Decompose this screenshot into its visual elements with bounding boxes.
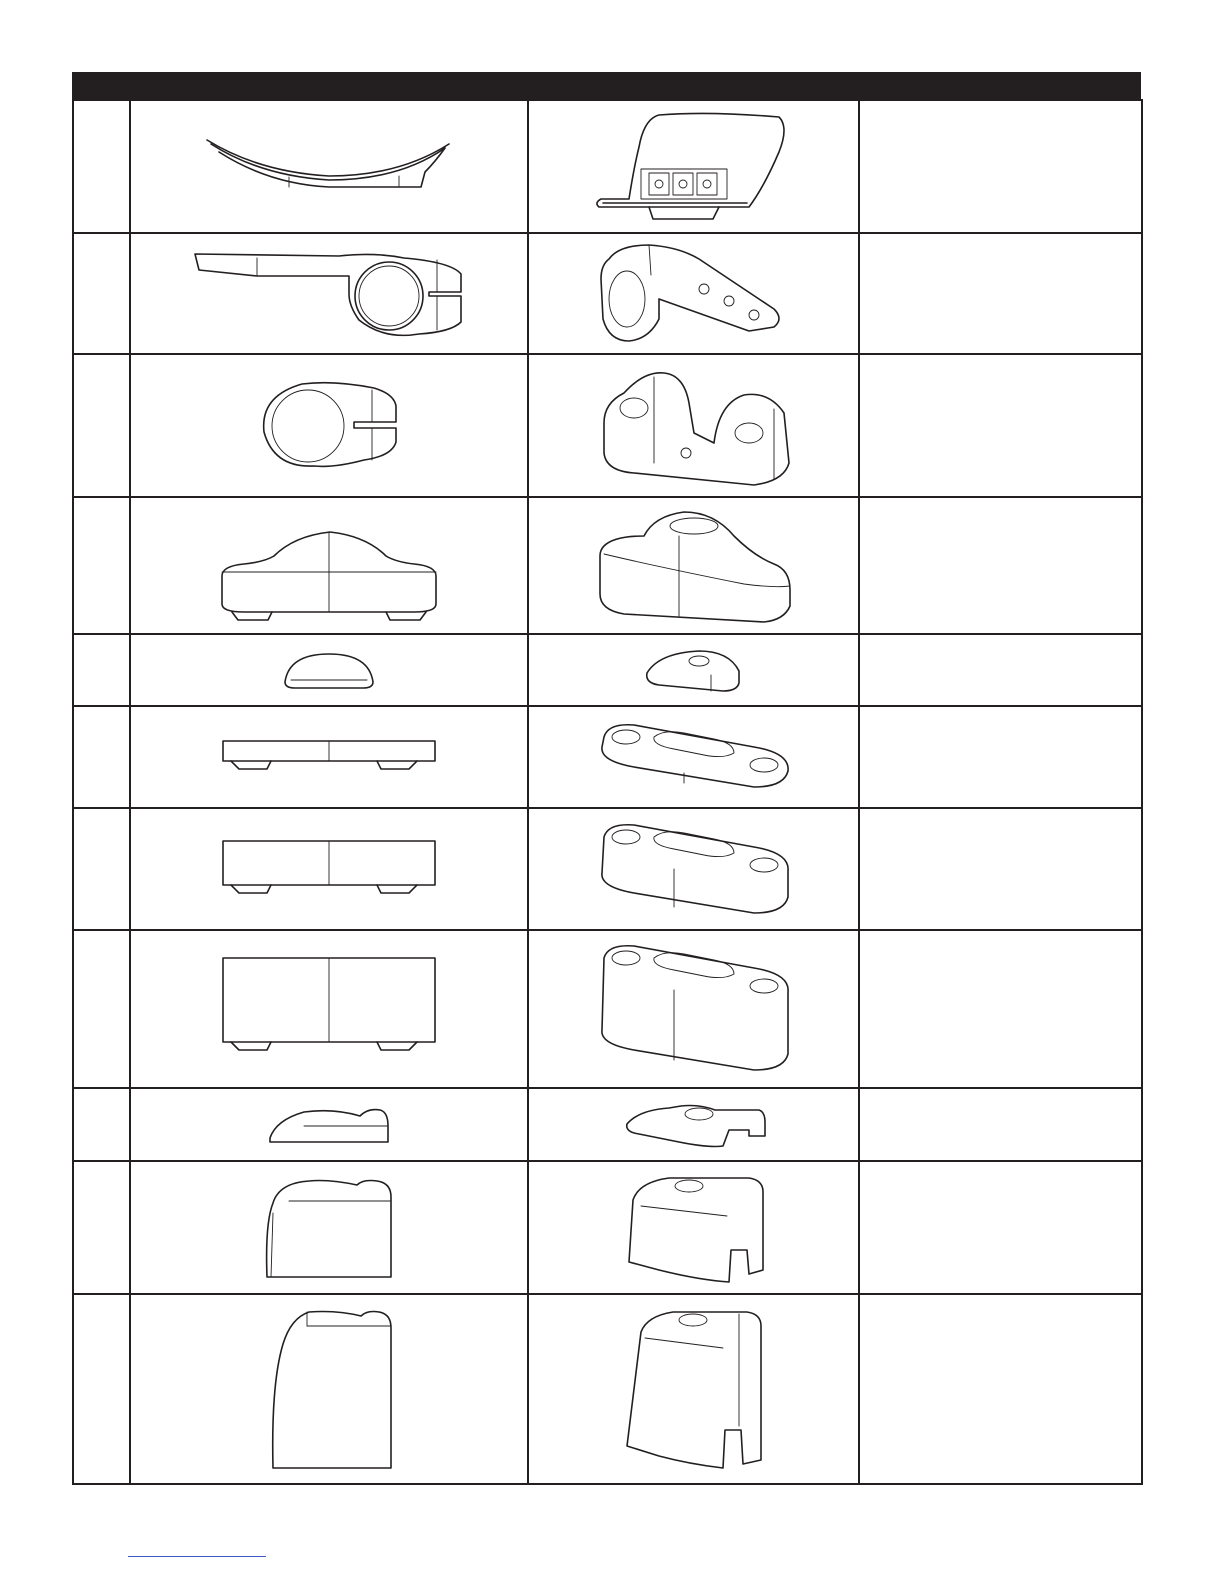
part-description [859, 233, 1142, 354]
small-cap-side-icon [279, 648, 379, 692]
tall-cover-side-icon [259, 1304, 399, 1474]
table-row [73, 808, 1142, 930]
part-description [859, 930, 1142, 1088]
table-row [73, 497, 1142, 634]
part-description [859, 1161, 1142, 1294]
tall-spacer-iso-icon [594, 938, 794, 1080]
tall-spacer-side-icon [219, 954, 439, 1064]
table-row [73, 1088, 1142, 1161]
part-number [73, 930, 130, 1088]
part-number [73, 1088, 130, 1161]
table-row [73, 1161, 1142, 1294]
part-description [859, 100, 1142, 233]
medium-cover-iso-icon [619, 1170, 769, 1286]
part-number [73, 634, 130, 706]
table-row [73, 930, 1142, 1088]
part-number [73, 1294, 130, 1484]
dome-base-side-icon [214, 506, 444, 626]
short-cover-side-icon [264, 1102, 394, 1148]
header-side-view [129, 72, 527, 99]
table-header-bar [72, 72, 1141, 99]
part-description [859, 1294, 1142, 1484]
small-cap-iso-icon [639, 645, 749, 695]
table-row [73, 634, 1142, 706]
part-description [859, 1088, 1142, 1161]
table-row [73, 706, 1142, 808]
thin-spacer-iso-icon [594, 717, 794, 797]
dome-base-iso-icon [594, 506, 794, 626]
part-number [73, 233, 130, 354]
table-row [73, 354, 1142, 497]
tall-cover-iso-icon [619, 1304, 769, 1474]
single-clamp-arm-side-icon [189, 244, 469, 344]
part-description [859, 354, 1142, 497]
parts-table [72, 99, 1143, 1485]
parts-sheet [72, 72, 1141, 1485]
medium-spacer-iso-icon [594, 817, 794, 921]
part-number [73, 354, 130, 497]
curved-pad-side-icon [199, 132, 459, 202]
medium-spacer-side-icon [219, 837, 439, 901]
part-number [73, 100, 130, 233]
part-description [859, 808, 1142, 930]
header-iso-view [527, 72, 858, 99]
part-description [859, 497, 1142, 634]
part-number [73, 497, 130, 634]
table-row [73, 1294, 1142, 1484]
table-row [73, 100, 1142, 233]
table-row [73, 233, 1142, 354]
part-description [859, 634, 1142, 706]
part-number [73, 706, 130, 808]
curved-pad-iso-icon [589, 107, 799, 227]
single-clamp-arm-iso-icon [589, 239, 799, 349]
part-number [73, 808, 130, 930]
double-clamp-iso-icon [594, 363, 794, 488]
short-cover-iso-icon [619, 1100, 769, 1150]
clamp-ring-side-icon [254, 376, 404, 476]
medium-cover-side-icon [259, 1173, 399, 1283]
footer-underline [128, 1556, 266, 1557]
header-description [858, 72, 1141, 99]
part-description [859, 706, 1142, 808]
thin-spacer-side-icon [219, 737, 439, 777]
header-num [72, 72, 129, 99]
part-number [73, 1161, 130, 1294]
